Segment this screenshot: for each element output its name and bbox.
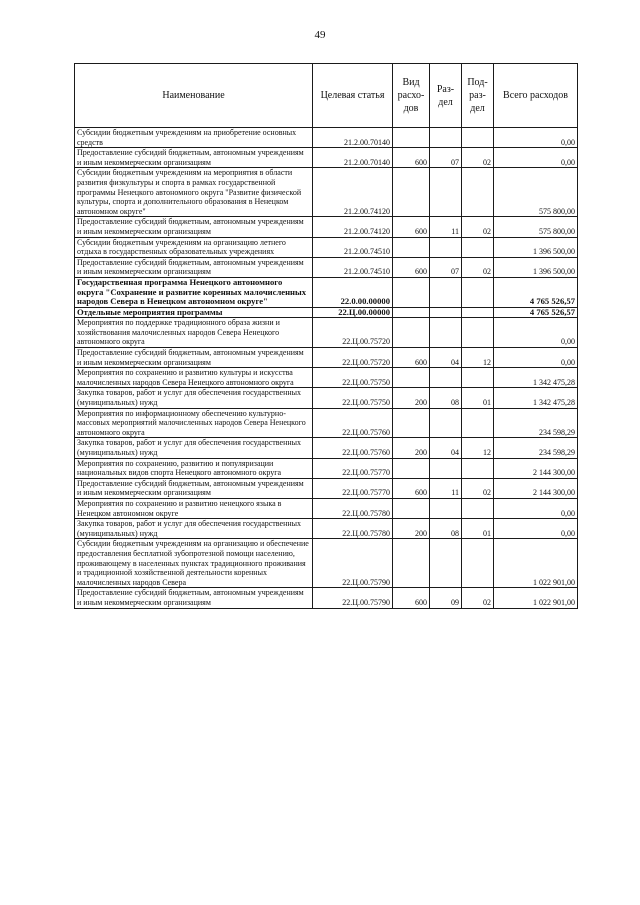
row-section — [430, 408, 462, 438]
row-expense-type — [393, 408, 430, 438]
table-row — [75, 168, 578, 217]
row-target-article: 22.Ц.00.75780 — [313, 498, 393, 518]
row-name: Мероприятия по сохранению и развитию культуры и искусства малочисленных народов Севера Ненецкого автономного округа — [75, 368, 313, 388]
row-amount: 575 800,00 — [494, 168, 578, 217]
row-amount: 0,00 — [494, 318, 578, 348]
row-section — [430, 498, 462, 518]
row-section — [430, 307, 462, 318]
row-expense-type — [393, 498, 430, 518]
row-section — [430, 458, 462, 478]
row-amount: 0,00 — [494, 348, 578, 368]
table-row — [75, 458, 578, 478]
row-target-article: 22.Ц.00.75720 — [313, 318, 393, 348]
header-expense-type: Вид расхо-дов — [393, 64, 430, 128]
row-subsection — [462, 307, 494, 318]
table-row — [75, 277, 578, 307]
row-name: Мероприятия по информационному обеспечению культурно-массовых мероприятий малочисленных народов Севера Ненецкого автономного округа — [75, 408, 313, 438]
row-target-article: 21.2.00.70140 — [313, 148, 393, 168]
row-expense-type: 600 — [393, 348, 430, 368]
row-expense-type — [393, 458, 430, 478]
row-subsection — [462, 368, 494, 388]
row-subsection: 02 — [462, 217, 494, 237]
row-subsection — [462, 318, 494, 348]
row-section: 07 — [430, 257, 462, 277]
row-target-article: 21.2.00.74510 — [313, 257, 393, 277]
row-expense-type: 600 — [393, 478, 430, 498]
row-subsection: 01 — [462, 388, 494, 408]
row-subsection — [462, 128, 494, 148]
row-target-article: 22.Ц.00.75790 — [313, 588, 393, 608]
table-row — [75, 237, 578, 257]
row-subsection: 02 — [462, 257, 494, 277]
row-name: Закупка товаров, работ и услуг для обеспечения государственных (муниципальных) нужд — [75, 388, 313, 408]
row-amount: 1 342 475,28 — [494, 368, 578, 388]
row-target-article: 22.Ц.00.75760 — [313, 438, 393, 458]
row-expense-type: 600 — [393, 588, 430, 608]
row-subsection: 02 — [462, 148, 494, 168]
table-row — [75, 519, 578, 539]
row-amount: 0,00 — [494, 519, 578, 539]
row-amount: 234 598,29 — [494, 438, 578, 458]
row-expense-type: 200 — [393, 438, 430, 458]
row-amount: 2 144 300,00 — [494, 478, 578, 498]
header-subsection: Под-раз-дел — [462, 64, 494, 128]
row-amount: 1 396 500,00 — [494, 257, 578, 277]
table-row — [75, 408, 578, 438]
row-subsection: 01 — [462, 519, 494, 539]
row-amount: 4 765 526,57 — [494, 307, 578, 318]
row-amount: 1 022 901,00 — [494, 539, 578, 588]
row-subsection: 02 — [462, 478, 494, 498]
table-body — [75, 128, 578, 609]
header-section: Раз-дел — [430, 64, 462, 128]
table-row — [75, 588, 578, 608]
header-name: Наименование — [75, 64, 313, 128]
table-row — [75, 148, 578, 168]
row-target-article: 22.0.00.00000 — [313, 277, 393, 307]
row-subsection — [462, 498, 494, 518]
row-subsection — [462, 458, 494, 478]
row-expense-type: 200 — [393, 388, 430, 408]
row-section: 09 — [430, 588, 462, 608]
row-expense-type — [393, 368, 430, 388]
row-section: 07 — [430, 148, 462, 168]
row-target-article: 22.Ц.00.75750 — [313, 388, 393, 408]
row-subsection — [462, 168, 494, 217]
row-name: Предоставление субсидий бюджетным, автономным учреждениям и иным некоммерческим организациям — [75, 217, 313, 237]
table-row — [75, 257, 578, 277]
row-section — [430, 128, 462, 148]
row-subsection: 12 — [462, 348, 494, 368]
table-row — [75, 478, 578, 498]
row-section — [430, 277, 462, 307]
row-amount: 234 598,29 — [494, 408, 578, 438]
row-name: Предоставление субсидий бюджетным, автономным учреждениям и иным некоммерческим организациям — [75, 588, 313, 608]
row-expense-type — [393, 128, 430, 148]
row-target-article: 21.2.00.74510 — [313, 237, 393, 257]
row-subsection — [462, 277, 494, 307]
row-name: Предоставление субсидий бюджетным, автономным учреждениям и иным некоммерческим организациям — [75, 478, 313, 498]
row-subsection — [462, 237, 494, 257]
row-subsection: 12 — [462, 438, 494, 458]
row-name: Закупка товаров, работ и услуг для обеспечения государственных (муниципальных) нужд — [75, 519, 313, 539]
row-target-article: 22.Ц.00.75750 — [313, 368, 393, 388]
row-section: 04 — [430, 438, 462, 458]
table-row — [75, 388, 578, 408]
table-row — [75, 318, 578, 348]
row-name: Предоставление субсидий бюджетным, автономным учреждениям и иным некоммерческим организациям — [75, 148, 313, 168]
header-target-article: Целевая статья — [313, 64, 393, 128]
table-header-row — [75, 64, 578, 128]
row-name: Мероприятия по сохранению, развитию и популяризации национальных видов спорта Ненецкого автономного округа — [75, 458, 313, 478]
page-number: 49 — [314, 29, 326, 41]
row-name: Субсидии бюджетным учреждениям на мероприятия в области развития физкультуры и спорта в рамках государственной программы Ненецкого автономного округа "Развитие физической культуры, спорта и дополнительного образования в Ненецком автономном округе" — [75, 168, 313, 217]
row-section: 08 — [430, 519, 462, 539]
row-expense-type — [393, 168, 430, 217]
table-row — [75, 438, 578, 458]
row-target-article: 21.2.00.74120 — [313, 217, 393, 237]
row-amount: 575 800,00 — [494, 217, 578, 237]
row-amount: 1 342 475,28 — [494, 388, 578, 408]
row-name: Субсидии бюджетным учреждениям на организацию и обеспечение предоставления бесплатной зубопротезной помощи населению, проживающему в населенных пунктах традиционного проживания и традиционной хозяйственной деятельности коренных малочисленных народов Севера — [75, 539, 313, 588]
row-name: Закупка товаров, работ и услуг для обеспечения государственных (муниципальных) нужд — [75, 438, 313, 458]
table-row — [75, 307, 578, 318]
row-expense-type: 600 — [393, 257, 430, 277]
table-row — [75, 368, 578, 388]
row-target-article: 22.Ц.00.75780 — [313, 519, 393, 539]
row-target-article: 22.Ц.00.75770 — [313, 458, 393, 478]
row-name: Предоставление субсидий бюджетным, автономным учреждениям и иным некоммерческим организациям — [75, 257, 313, 277]
row-amount: 0,00 — [494, 128, 578, 148]
row-amount: 0,00 — [494, 498, 578, 518]
row-name: Мероприятия по поддержке традиционного образа жизни и хозяйствования малочисленных народов Севера Ненецкого автономного округа — [75, 318, 313, 348]
row-name: Государственная программа Ненецкого автономного округа "Сохранение и развитие коренных малочисленных народов Севера в Ненецком автономном округе" — [75, 277, 313, 307]
row-section — [430, 168, 462, 217]
row-expense-type: 600 — [393, 148, 430, 168]
row-expense-type — [393, 277, 430, 307]
table-row — [75, 128, 578, 148]
budget-table — [74, 63, 578, 609]
row-section: 04 — [430, 348, 462, 368]
table-row — [75, 348, 578, 368]
table-row — [75, 217, 578, 237]
row-target-article: 22.Ц.00.75760 — [313, 408, 393, 438]
row-subsection — [462, 539, 494, 588]
row-expense-type — [393, 237, 430, 257]
row-name: Предоставление субсидий бюджетным, автономным учреждениям и иным некоммерческим организациям — [75, 348, 313, 368]
table-row — [75, 539, 578, 588]
row-subsection — [462, 408, 494, 438]
row-amount: 2 144 300,00 — [494, 458, 578, 478]
row-expense-type — [393, 307, 430, 318]
row-target-article: 22.Ц.00.75720 — [313, 348, 393, 368]
row-name: Субсидии бюджетным учреждениям на приобретение основных средств — [75, 128, 313, 148]
row-name: Субсидии бюджетным учреждениям на организацию летнего отдыха в государственных образовательных учреждениях — [75, 237, 313, 257]
row-section — [430, 237, 462, 257]
row-target-article: 21.2.00.70140 — [313, 128, 393, 148]
row-target-article: 22.Ц.00.00000 — [313, 307, 393, 318]
row-section — [430, 318, 462, 348]
row-amount: 4 765 526,57 — [494, 277, 578, 307]
row-amount: 1 396 500,00 — [494, 237, 578, 257]
row-expense-type — [393, 539, 430, 588]
row-section — [430, 539, 462, 588]
row-section: 11 — [430, 217, 462, 237]
row-expense-type: 200 — [393, 519, 430, 539]
row-expense-type: 600 — [393, 217, 430, 237]
row-amount: 0,00 — [494, 148, 578, 168]
header-total: Всего расходов — [494, 64, 578, 128]
row-name: Мероприятия по сохранению и развитию ненецкого языка в Ненецком автономном округе — [75, 498, 313, 518]
row-section: 08 — [430, 388, 462, 408]
row-target-article: 22.Ц.00.75790 — [313, 539, 393, 588]
row-expense-type — [393, 318, 430, 348]
row-target-article: 22.Ц.00.75770 — [313, 478, 393, 498]
row-amount: 1 022 901,00 — [494, 588, 578, 608]
row-section — [430, 368, 462, 388]
row-subsection: 02 — [462, 588, 494, 608]
table-row — [75, 498, 578, 518]
row-section: 11 — [430, 478, 462, 498]
row-target-article: 21.2.00.74120 — [313, 168, 393, 217]
row-name: Отдельные мероприятия программы — [75, 307, 313, 318]
